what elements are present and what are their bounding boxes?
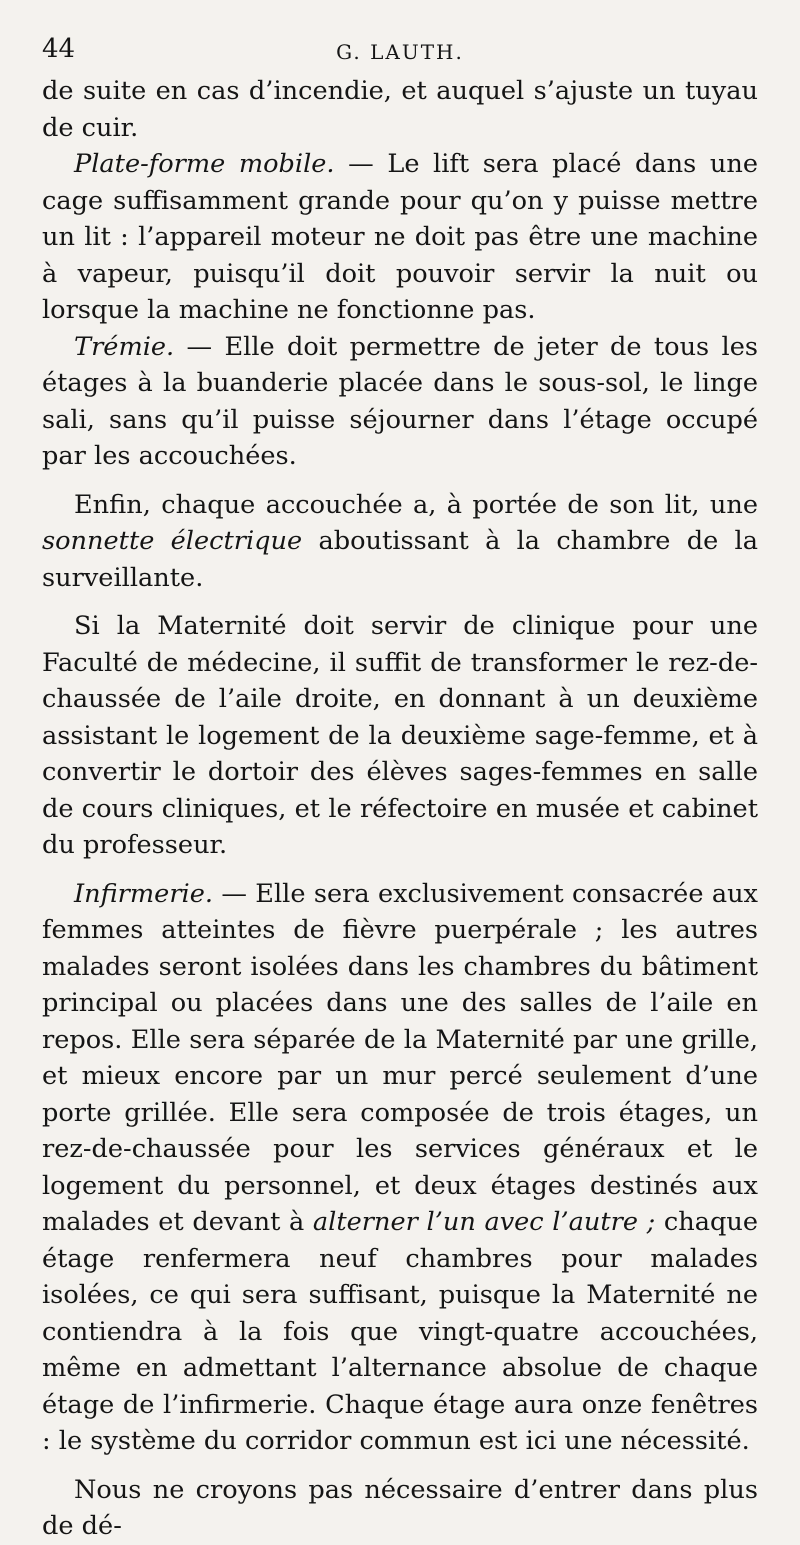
paragraph-tremie xyxy=(42,329,758,475)
running-head xyxy=(42,30,758,64)
paragraph-conclusion xyxy=(42,1472,758,1545)
italic-term-alterner: alterner l’un avec l’autre ; xyxy=(312,1207,656,1237)
page-number: 44 xyxy=(42,34,76,64)
paragraph-text: aboutissant à la chambre de la surveillante. xyxy=(42,526,759,593)
paragraph-text: Nous ne croyons pas nécessaire d’entrer dans plus de dé- xyxy=(42,1474,758,1541)
paragraph-text: Enfin, chaque accouchée a, à portée de son lit, une xyxy=(74,489,758,520)
paragraph-sonnette xyxy=(42,487,758,597)
paragraph-clinique xyxy=(42,608,758,864)
body-text xyxy=(42,73,758,1545)
paragraph-text: de suite en cas d’incendie, et auquel s’ajuste un tuyau de cuir. xyxy=(42,76,758,143)
section-lead-tremie: Trémie. xyxy=(74,331,175,362)
paragraph-fire-hose xyxy=(42,73,758,146)
paragraph-text: — Elle sera exclusivement consacrée aux femmes atteintes de fièvre puerpérale ; les autres malades seront isolées dans les chambres du bâtiment principal ou placées dans une des salles de l’aile en repos. Elle sera séparée de la Maternité par une grille, et mieux encore par un mur percé seulement d’une porte grillée. Elle sera composée de trois étages, un rez-de-chaussée pour les services généraux et le logement du personnel, et deux étages destinés aux malades et devant à xyxy=(42,878,758,1237)
section-lead-plate-forme: Plate-forme mobile. xyxy=(74,149,335,179)
paragraph-text: — Elle doit permettre de jeter de tous les étages à la buanderie placée dans le sous-sol, le linge sali, sans qu’il puisse séjourner dans l’étage occupé par les accouchées. xyxy=(42,331,758,471)
italic-term-sonnette: sonnette électrique xyxy=(42,526,303,556)
paragraph-plate-forme xyxy=(42,146,758,329)
running-title: G. LAUTH. xyxy=(336,40,464,64)
paragraph-infirmerie xyxy=(42,876,758,1460)
paragraph-text: — Le lift sera placé dans une cage suffisamment grande pour qu’on y puisse mettre un lit : l’appareil moteur ne doit pas être une machine à vapeur, puisqu’il doit pouvoir servir la nuit ou lorsque la machine ne fonctionne pas. xyxy=(42,149,758,325)
section-lead-infirmerie: Infirmerie. xyxy=(74,878,214,909)
paragraph-text: chaque étage renfermera neuf chambres pour malades isolées, ce qui sera suffisant, puisque la Maternité ne contiendra à la fois que vingt-quatre accouchées, même en admettant l’alternance absolue de chaque étage de l’infirmerie. Chaque étage aura onze fenêtres : le système du corridor commun est ici une nécessité. xyxy=(42,1207,759,1456)
paragraph-text: Si la Maternité doit servir de clinique pour une Faculté de médecine, il suffit de transformer le rez-de-chaussée de l’aile droite, en donnant à un deuxième assistant le logement de la deuxième sage-femme, et à convertir le dortoir des élèves sages-femmes en salle de cours cliniques, et le réfectoire en musée et cabinet du professeur. xyxy=(42,611,758,860)
